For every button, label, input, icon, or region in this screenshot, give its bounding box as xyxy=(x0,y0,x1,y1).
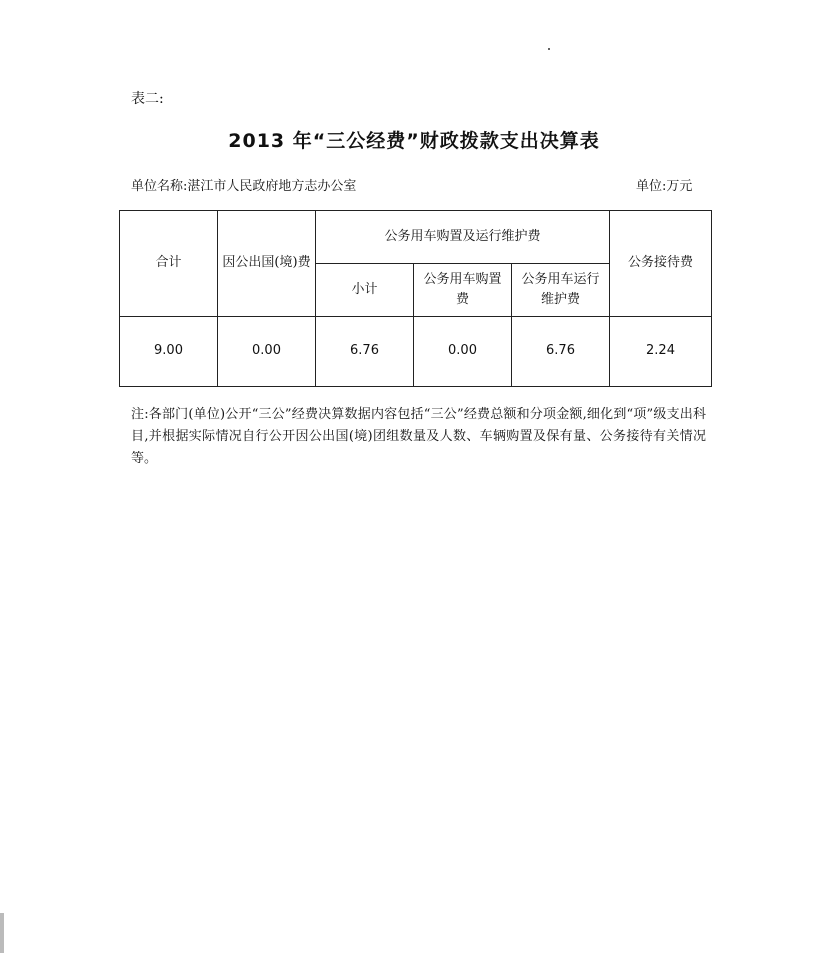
header-vehicle-purchase: 公务用车购置费 xyxy=(414,264,512,317)
page-title: 2013 年“三公经费”财政拨款支出决算表 xyxy=(228,130,600,152)
value-vehicle-operation: 6.76 xyxy=(512,317,610,387)
header-total: 合计 xyxy=(120,211,218,317)
header-vehicle-group: 公务用车购置及运行维护费 xyxy=(316,211,610,264)
table-header-row xyxy=(120,211,712,264)
value-abroad: 0.00 xyxy=(218,317,316,387)
header-vehicle-subtotal: 小计 xyxy=(316,264,414,317)
scan-edge-shadow xyxy=(0,913,4,953)
value-vehicle-purchase: 0.00 xyxy=(414,317,512,387)
value-reception: 2.24 xyxy=(610,317,712,387)
table-row xyxy=(120,317,712,387)
expenditure-table xyxy=(119,210,712,387)
footnote: 注:各部门(单位)公开“三公”经费决算数据内容包括“三公”经费总额和分项金额,细化到“项”级支出科目,并根据实际情况自行公开因公出国(境)团组数量及人数、车辆购置及保有量、公务接待有关情况等。 xyxy=(131,407,706,466)
value-vehicle-subtotal: 6.76 xyxy=(316,317,414,387)
scan-speck xyxy=(548,48,550,50)
table-label: 表二: xyxy=(131,91,164,107)
header-vehicle-operation: 公务用车运行维护费 xyxy=(512,264,610,317)
currency-unit: 单位:万元 xyxy=(636,179,693,194)
header-reception: 公务接待费 xyxy=(610,211,712,317)
header-abroad: 因公出国(境)费 xyxy=(218,211,316,317)
unit-name: 单位名称:湛江市人民政府地方志办公室 xyxy=(131,179,357,194)
value-total: 9.00 xyxy=(120,317,218,387)
